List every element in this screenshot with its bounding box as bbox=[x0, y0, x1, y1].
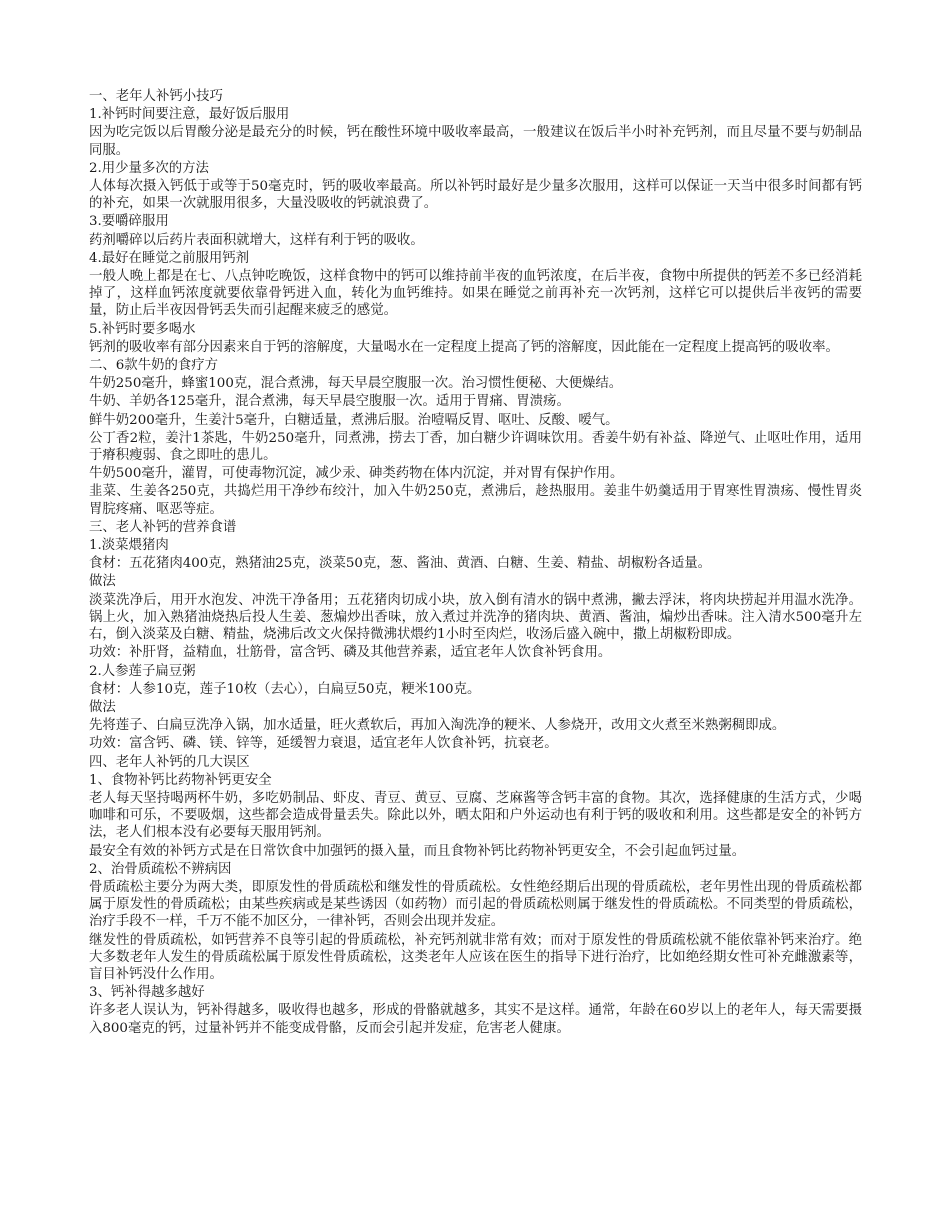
section-heading: 二、6款牛奶的食疗方 bbox=[89, 358, 219, 374]
paragraph: 功效：富含钙、磷、镁、锌等，延缓智力衰退，适宜老年人饮食补钙，抗衰老。 bbox=[89, 736, 558, 752]
paragraph: 骨质疏松主要分为两大类，即原发性的骨质疏松和继发性的骨质疏松。女性绝经期后出现的骨质疏松，老年男性出现的骨质疏松都属于原发性的骨质疏松；由某些疾病或是某些诱因（如药物）而引起的骨质疏松则属于继发性的骨质疏松。不同类型的骨质疏松，治疗手段不一样，千万不能不加区分，一律补钙，否则会出现并发症。 bbox=[89, 879, 862, 930]
sub-heading: 1.补钙时间要注意，最好饭后服用 bbox=[89, 107, 290, 123]
paragraph: 牛奶500毫升，灌胃，可使毒物沉淀，减少汞、砷类药物在体内沉淀，并对胃有保护作用。 bbox=[89, 466, 624, 482]
sub-heading: 2.用少量多次的方法 bbox=[89, 160, 209, 176]
paragraph: 继发性的骨质疏松，如钙营养不良等引起的骨质疏松，补充钙剂就非常有效；而对于原发性的骨质疏松就不能依靠补钙来治疗。绝大多数老年人发生的骨质疏松属于原发性骨质疏松，这类老年人应该在医生的指导下进行治疗，比如绝经期女性可补充雌激素等，盲目补钙没什么作用。 bbox=[89, 932, 862, 982]
sub-heading: 3.要嚼碎服用 bbox=[89, 214, 169, 230]
section-heading: 三、老人补钙的营养食谱 bbox=[89, 519, 237, 535]
sub-heading: 1.淡菜煨猪肉 bbox=[89, 538, 169, 554]
section-heading: 四、老年人补钙的几大误区 bbox=[89, 754, 250, 770]
paragraph: 老人每天坚持喝两杯牛奶，多吃奶制品、虾皮、青豆、黄豆、豆腐、芝麻酱等含钙丰富的食物。其次，选择健康的生活方式，少喝咖啡和可乐，不要吸烟，这些都会造成骨量丢失。除此以外，晒太阳和户外运动也有利于钙的吸收和利用。这些都是安全的补钙方法，老人们根本没有必要每天服用钙剂。 bbox=[89, 790, 862, 841]
sub-heading: 2、治骨质疏松不辨病因 bbox=[89, 861, 232, 877]
paragraph: 食材：五花猪肉400克，熟猪油25克，淡菜50克，葱、酱油、黄酒、白糖、生姜、精盐、胡椒粉各适量。 bbox=[89, 556, 712, 572]
paragraph: 许多老人误认为，钙补得越多，吸收得也越多，形成的骨骼就越多，其实不是这样。通常，年龄在60岁以上的老年人，每天需要摄入800毫克的钙，过量补钙并不能变成骨骼，反而会引起并发症，危害老人健康。 bbox=[89, 1003, 862, 1036]
paragraph: 牛奶、羊奶各125毫升，混合煮沸，每天早晨空腹服一次。适用于胃痛、胃溃疡。 bbox=[89, 394, 570, 410]
paragraph: 韭菜、生姜各250克，共捣烂用干净纱布绞汁，加入牛奶250克，煮沸后，趁热服用。姜韭牛奶羹适用于胃寒性胃溃疡、慢性胃炎胃脘疼痛、呕恶等症。 bbox=[89, 484, 862, 517]
paragraph: 先将莲子、白扁豆洗净入锅，加水适量，旺火煮软后，再加入淘洗净的粳米、人参烧开，改用文火煮至米熟粥稠即成。 bbox=[89, 718, 786, 734]
paragraph: 钙剂的吸收率有部分因素来自于钙的溶解度，大量喝水在一定程度上提高了钙的溶解度，因此能在一定程度上提高钙的吸收率。 bbox=[89, 339, 839, 355]
paragraph: 因为吃完饭以后胃酸分泌是最充分的时候，钙在酸性环境中吸收率最高，一般建议在饭后半小时补充钙剂，而且尽量不要与奶制品同服。 bbox=[89, 125, 862, 158]
paragraph: 鲜牛奶200毫升，生姜汁5毫升，白糖适量，煮沸后服。治噎嗝反胃、呕吐、反酸、嗳气。 bbox=[89, 412, 619, 428]
sub-heading: 1、食物补钙比药物补钙更安全 bbox=[89, 772, 272, 788]
paragraph: 功效：补肝肾，益精血，壮筋骨，富含钙、磷及其他营养素，适宜老年人饮食补钙食用。 bbox=[89, 645, 612, 661]
sub-heading: 3、钙补得越多越好 bbox=[89, 985, 205, 1001]
paragraph: 药剂嚼碎以后药片表面积就增大，这样有利于钙的吸收。 bbox=[89, 232, 424, 248]
sub-heading: 2.人参莲子扁豆粥 bbox=[89, 663, 196, 679]
paragraph: 公丁香2粒，姜汁1茶匙，牛奶250毫升，同煮沸，捞去丁香，加白糖少许调味饮用。香姜牛奶有补益、降逆气、止呕吐作用，适用于瘠积瘦弱、食之即吐的患儿。 bbox=[89, 430, 862, 464]
sub-heading: 5.补钙时要多喝水 bbox=[89, 321, 196, 337]
paragraph: 一般人晚上都是在七、八点钟吃晚饭，这样食物中的钙可以维持前半夜的血钙浓度，在后半夜，食物中所提供的钙差不多已经消耗掉了，这样血钙浓度就要依靠骨钙进入血，转化为血钙维持。如果在睡觉之前再补充一次钙剂，这样它可以提供后半夜钙的需要量，防止后半夜因骨钙丢失而引起醒来疲乏的感觉。 bbox=[89, 269, 862, 319]
paragraph: 最安全有效的补钙方式是在日常饮食中加强钙的摄入量，而且食物补钙比药物补钙更安全，不会引起血钙过量。 bbox=[89, 843, 746, 859]
paragraph: 牛奶250毫升，蜂蜜100克，混合煮沸，每天早晨空腹服一次。治习惯性便秘、大便燥结。 bbox=[89, 376, 623, 392]
sub-heading: 做法 bbox=[89, 574, 116, 590]
paragraph: 淡菜洗净后，用开水泡发、冲洗干净备用；五花猪肉切成小块，放入倒有清水的锅中煮沸，撇去浮沫，将肉块捞起并用温水洗净。锅上火，加入熟猪油烧热后投人生姜、葱煸炒出香味，放入煮过并洗净的猪肉块、黄酒、酱油，煸炒出香味。注入清水500毫升左右，倒入淡菜及白糖、精盐，烧沸后改文火保持微沸状煨约1小时至肉烂，收汤后盛入碗中，撒上胡椒粉即成。 bbox=[89, 592, 862, 643]
paragraph: 人体每次摄入钙低于或等于50毫克时，钙的吸收率最高。所以补钙时最好是少量多次服用，这样可以保证一天当中很多时间都有钙的补充，如果一次就服用很多，大量没吸收的钙就浪费了。 bbox=[89, 179, 862, 212]
sub-heading: 做法 bbox=[89, 699, 116, 715]
paragraph: 食材：人参10克，莲子10枚（去心），白扁豆50克，粳米100克。 bbox=[89, 681, 481, 697]
sub-heading: 4.最好在睡觉之前服用钙剂 bbox=[89, 250, 250, 266]
section-heading: 一、老年人补钙小技巧 bbox=[89, 89, 223, 104]
